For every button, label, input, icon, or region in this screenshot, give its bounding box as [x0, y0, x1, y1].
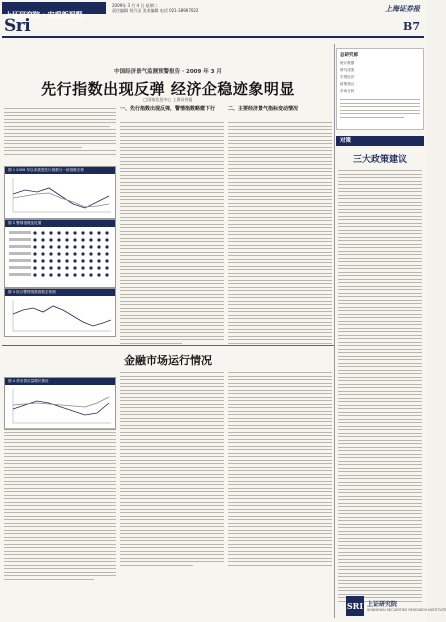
article-kicker: 中国经济景气监测预警报告 · 2009 年 3 月: [114, 69, 222, 75]
section-1-title: 一、先行指数出现反弹，警情指数略微下行: [120, 106, 216, 112]
chart-3: [4, 288, 116, 337]
right-sidebar: [336, 44, 446, 620]
chart-3-plot: [5, 296, 115, 336]
info-box-title: 总研究部: [340, 53, 358, 58]
sri-logo: [346, 596, 446, 616]
page-number: B7: [403, 20, 420, 33]
lead-paragraph: [4, 108, 116, 164]
info-box: [336, 48, 424, 130]
header-meta: [112, 3, 342, 13]
text-column-3: [120, 372, 224, 568]
chart-4-title: 图 4 货币供应量增长情况: [5, 378, 115, 385]
chart-1-series-coincident: [13, 193, 109, 207]
chart-1-plot: [5, 174, 115, 218]
text-column-left-lower: [4, 428, 116, 582]
chart-4-plot: [5, 385, 115, 429]
brand-band: [2, 2, 106, 19]
text-column-2: [228, 122, 332, 346]
info-row: 政策建议: [340, 82, 355, 86]
section-2-title: 二、主要经济景气指标变动情况: [228, 106, 299, 112]
section-divider: [2, 345, 334, 346]
sri-logo-mark: SRI: [346, 596, 364, 616]
sidebar-tag: 对策: [336, 136, 424, 146]
sri-logo-subtitle: SHANGHAI SECURITIES RESEARCH INSTITUTE: [367, 608, 446, 612]
text-column-1: [120, 122, 224, 346]
chart-2-title: 图 2 警情指数变化图: [5, 220, 115, 227]
sidebar-title: 三大政策建议: [352, 155, 407, 165]
chart-3-series: [13, 306, 111, 326]
article-byline: □国家信息中心 上海证券报: [143, 97, 193, 102]
info-row: 研究成果: [340, 68, 355, 72]
column-divider: [334, 44, 335, 618]
chart-1: [4, 166, 116, 219]
info-row: 宏观经济: [340, 75, 355, 79]
article-headline: 先行指数出现反弹 经济企稳迹象明显: [41, 80, 295, 98]
header-rule: [2, 36, 424, 38]
chart-1-title: 图 1 2009 年以来我国先行指数与一致指数走势: [5, 167, 115, 174]
brand-band-text: 上证研究院 · 宏观新视野: [5, 11, 83, 19]
text-column-4: [228, 372, 332, 568]
chart-2-grid: [5, 227, 115, 287]
info-row: 市场分析: [340, 89, 355, 93]
sri-logo-name: 上证研究院: [367, 601, 398, 608]
brand-logo: Sri: [4, 16, 31, 36]
chart-4: [4, 377, 116, 430]
header-editors: 责任编辑 刘月灵 美术编辑 电话 021-38967022: [112, 8, 199, 13]
market-section-title: 金融市场运行情况: [124, 354, 212, 367]
chart-4-series-m2: [13, 397, 109, 407]
chart-3-title: 图 3 综合警情指数指数走势图: [5, 289, 115, 296]
sidebar-text: [338, 170, 422, 604]
info-row: 统计数据: [340, 61, 355, 65]
chart-2: [4, 219, 116, 288]
header-date: 2009年 3 月 4 日 星期二: [112, 3, 158, 8]
chart-4-series-m1: [13, 401, 109, 415]
paper-name: 上海证券报: [385, 4, 420, 13]
page-header: [2, 2, 424, 42]
